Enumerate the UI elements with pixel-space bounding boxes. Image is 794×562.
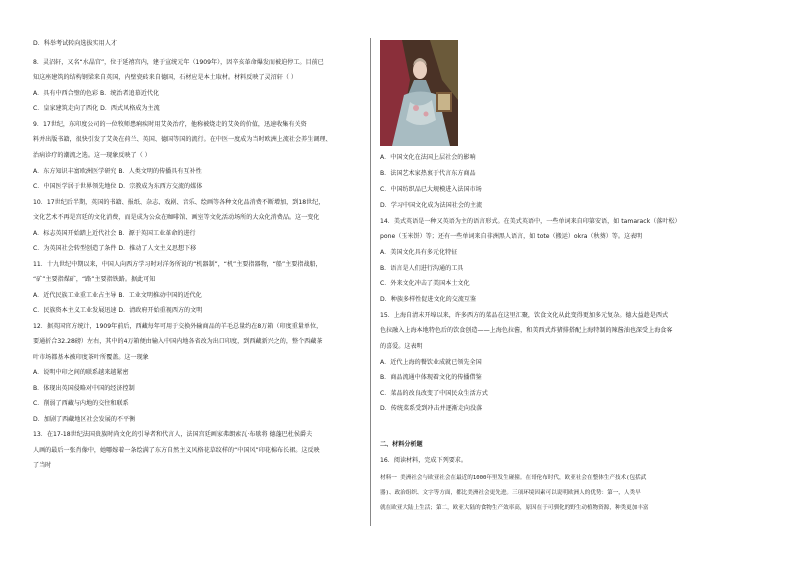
option-line: C．外来文化冲击了美国本土文化 <box>380 280 470 287</box>
section-heading: 二、材料分析题 <box>380 441 423 448</box>
option-line: C．中国医学居于世界领先地位 D．宗教成为东西方交流的媒体 <box>33 183 203 190</box>
question-15: 15．上海自清末开埠以来，许多西方的菜品在这里汇聚，饮食文化从此变得更加多元复杂。德大益趁是西式 <box>380 312 669 319</box>
question-16: 16．阅读材料，完成下列要求。 <box>380 457 467 464</box>
option-line: B．语言是人们进行沟通的工具 <box>380 265 464 272</box>
option-line: D．种族多样性促进文化的交流互鉴 <box>380 296 477 303</box>
option-line: B．商品流通中体现着文化的传播借鉴 <box>380 374 482 381</box>
option-line: B．法国艺术家热衷于代言东方商品 <box>380 170 476 177</box>
text-line: 了当时 <box>33 462 52 469</box>
option-line: D．学习中国文化成为法国社会的主流 <box>380 202 483 209</box>
material-line: 器)、政治组织、文字等方面，都比美洲社会更先进。三项环境因素可以说明欧洲人的优势：第一，人类早 <box>380 490 641 496</box>
text-line: 人画的最后一张肖像中，她哪嫁着一条绘满了东方自然主义风格花草纹样的“中国风”印花棉布长裙。这反映 <box>33 447 320 454</box>
text-line: 文化艺术不再是宫廷的文化消费，而是成为公众在咖啡馆、画室等文化活动场所的大众化消费品。这一变化 <box>33 214 320 221</box>
option-line: A．说明中印之间的联系越来越紧密 <box>33 369 129 376</box>
text-line: 知这座建筑的结构钢梁来自英国，内壁瓷砖来自德国，石材应是本土取材。材料反映了灵沼轩（ ） <box>33 74 297 81</box>
option-line: B．体现出英国侵略对中国的经济控制 <box>33 385 135 392</box>
option-line: A．具有中西合璧的色彩 B．统治者追慕近代化 <box>33 90 160 97</box>
text-line: pone（玉米饼）等；还有一些单词来自非洲黑人语言，如 tote（搬运）okra（秋葵）等。这表明 <box>380 233 643 240</box>
option-line: C．为英国社会转型创造了条件 D．推动了人文主义思想下移 <box>33 245 197 252</box>
question-9: 9．17世纪，东印度公司的一位牧师患痢疾时用艾灸治疗，他称被烧走的艾灸的价值，迅速收集有关资 <box>33 121 307 128</box>
option-line: C．皇家建筑走向了西化 D．西式风格成为主流 <box>33 105 160 112</box>
question-8: 8．灵沼轩，又名“水晶宫”，位于延禧宫内，建于宣统元年（1909年），因辛亥革命爆发而被迫停工。目前已 <box>33 59 324 66</box>
material-line: 材料一 美洲社会与欧亚社会在最近的1000年里发生碰撞。在哥伦布时代，欧亚社会在整体生产技术(包括武 <box>380 475 647 481</box>
material-line: 就在欧亚大陆上生活；第二，欧亚大陆的食物生产效率高，原因在于可驯化的野生动植物资源，种类更加丰富 <box>380 505 649 511</box>
option-line: A．美国文化具有多元化特征 <box>380 249 458 256</box>
option-line: A．中国文化在法国上层社会的影响 <box>380 154 476 161</box>
portrait-svg <box>380 40 458 146</box>
text-line: 叶市场都基本被印度茶叶所覆盖。这一现象 <box>33 354 149 361</box>
portrait-painting <box>380 40 458 146</box>
option-line: D．加剧了西藏地区社会发展的不平衡 <box>33 416 136 423</box>
text-line: “矿”主要指煤矿，“路”主要指铁路。据此可知 <box>33 276 156 283</box>
text-line: 色拉融入上海本地特色后的饮食创造——上海色拉酱，和美西式炸猪排搭配上海特制的辣酱油也深受上海食客 <box>380 327 673 334</box>
option-line: A．近代民族工业重工业占主导 B．工业文明推动中国的近代化 <box>33 292 202 299</box>
question-13: 13．在17-18世纪法国贵族时尚文化的引导者和代言人，法国宫廷画家弗朗索瓦·布歇将 德蓬巴杜侯爵夫 <box>33 431 313 438</box>
option-line: C．菜品的改良改变了中国民众生活方式 <box>380 390 488 397</box>
option-line: C．削弱了西藏与内地的交往和联系 <box>33 400 129 407</box>
option-line: D．传统菜系受到冲击并逐渐走向没落 <box>380 405 483 412</box>
question-10: 10．17世纪后半期，英国的书籍、报纸、杂志、戏剧、音乐、绘画等各种文化品消费不断增加，到18世纪， <box>33 199 325 206</box>
text-line: 要通折合32.28磅）左右，其中的4万箱便由输入中国内地各省改为出口印度，到西藏新兴之的，整个西藏茶 <box>33 338 323 345</box>
column-divider <box>370 38 371 526</box>
question-14: 14．美式英语是一种又英语为主的语言形式。在美式英语中，一些单词来自印第安语，如 tamarack（落叶松） <box>380 218 681 225</box>
option-line: C．中国纺织品已大规模进入法国市场 <box>380 186 482 193</box>
question-12: 12．据英国官方统计，1909年前后，西藏每年可用于交换外输商品的羊毛总量约在8万箱（印度重量单位， <box>33 323 323 330</box>
text-line: D．科举考试转向选拔实用人才 <box>33 40 117 47</box>
option-line: A．东方知识丰富欧洲医学研究 B．人类文明的传播具有互补性 <box>33 168 202 175</box>
option-line: A．近代上海的餐饮业成就已领先全国 <box>380 359 482 366</box>
text-line: 治病诊疗的潮流之选。这一现象反映了（ ） <box>33 152 151 159</box>
option-line: C．民族资本主义工业发展迅速 D．清政府开始重视西方的文明 <box>33 307 203 314</box>
text-line: 的喜爱。这表明 <box>380 343 423 350</box>
question-11: 11．十九世纪中期以来，中国人向西方学习时对洋务所说的“机器制”，“机”主要指器物，“船”主要指战船， <box>33 261 322 268</box>
text-line: 料并出版书籍，很快引发了艾灸在荷兰、英国、德国等国的流行。在中医一度成为当时欧洲上流社会养生调理、 <box>33 136 332 143</box>
option-line: A．标志英国开始踏上近代社会 B．源于英国工业革命的进行 <box>33 230 196 237</box>
